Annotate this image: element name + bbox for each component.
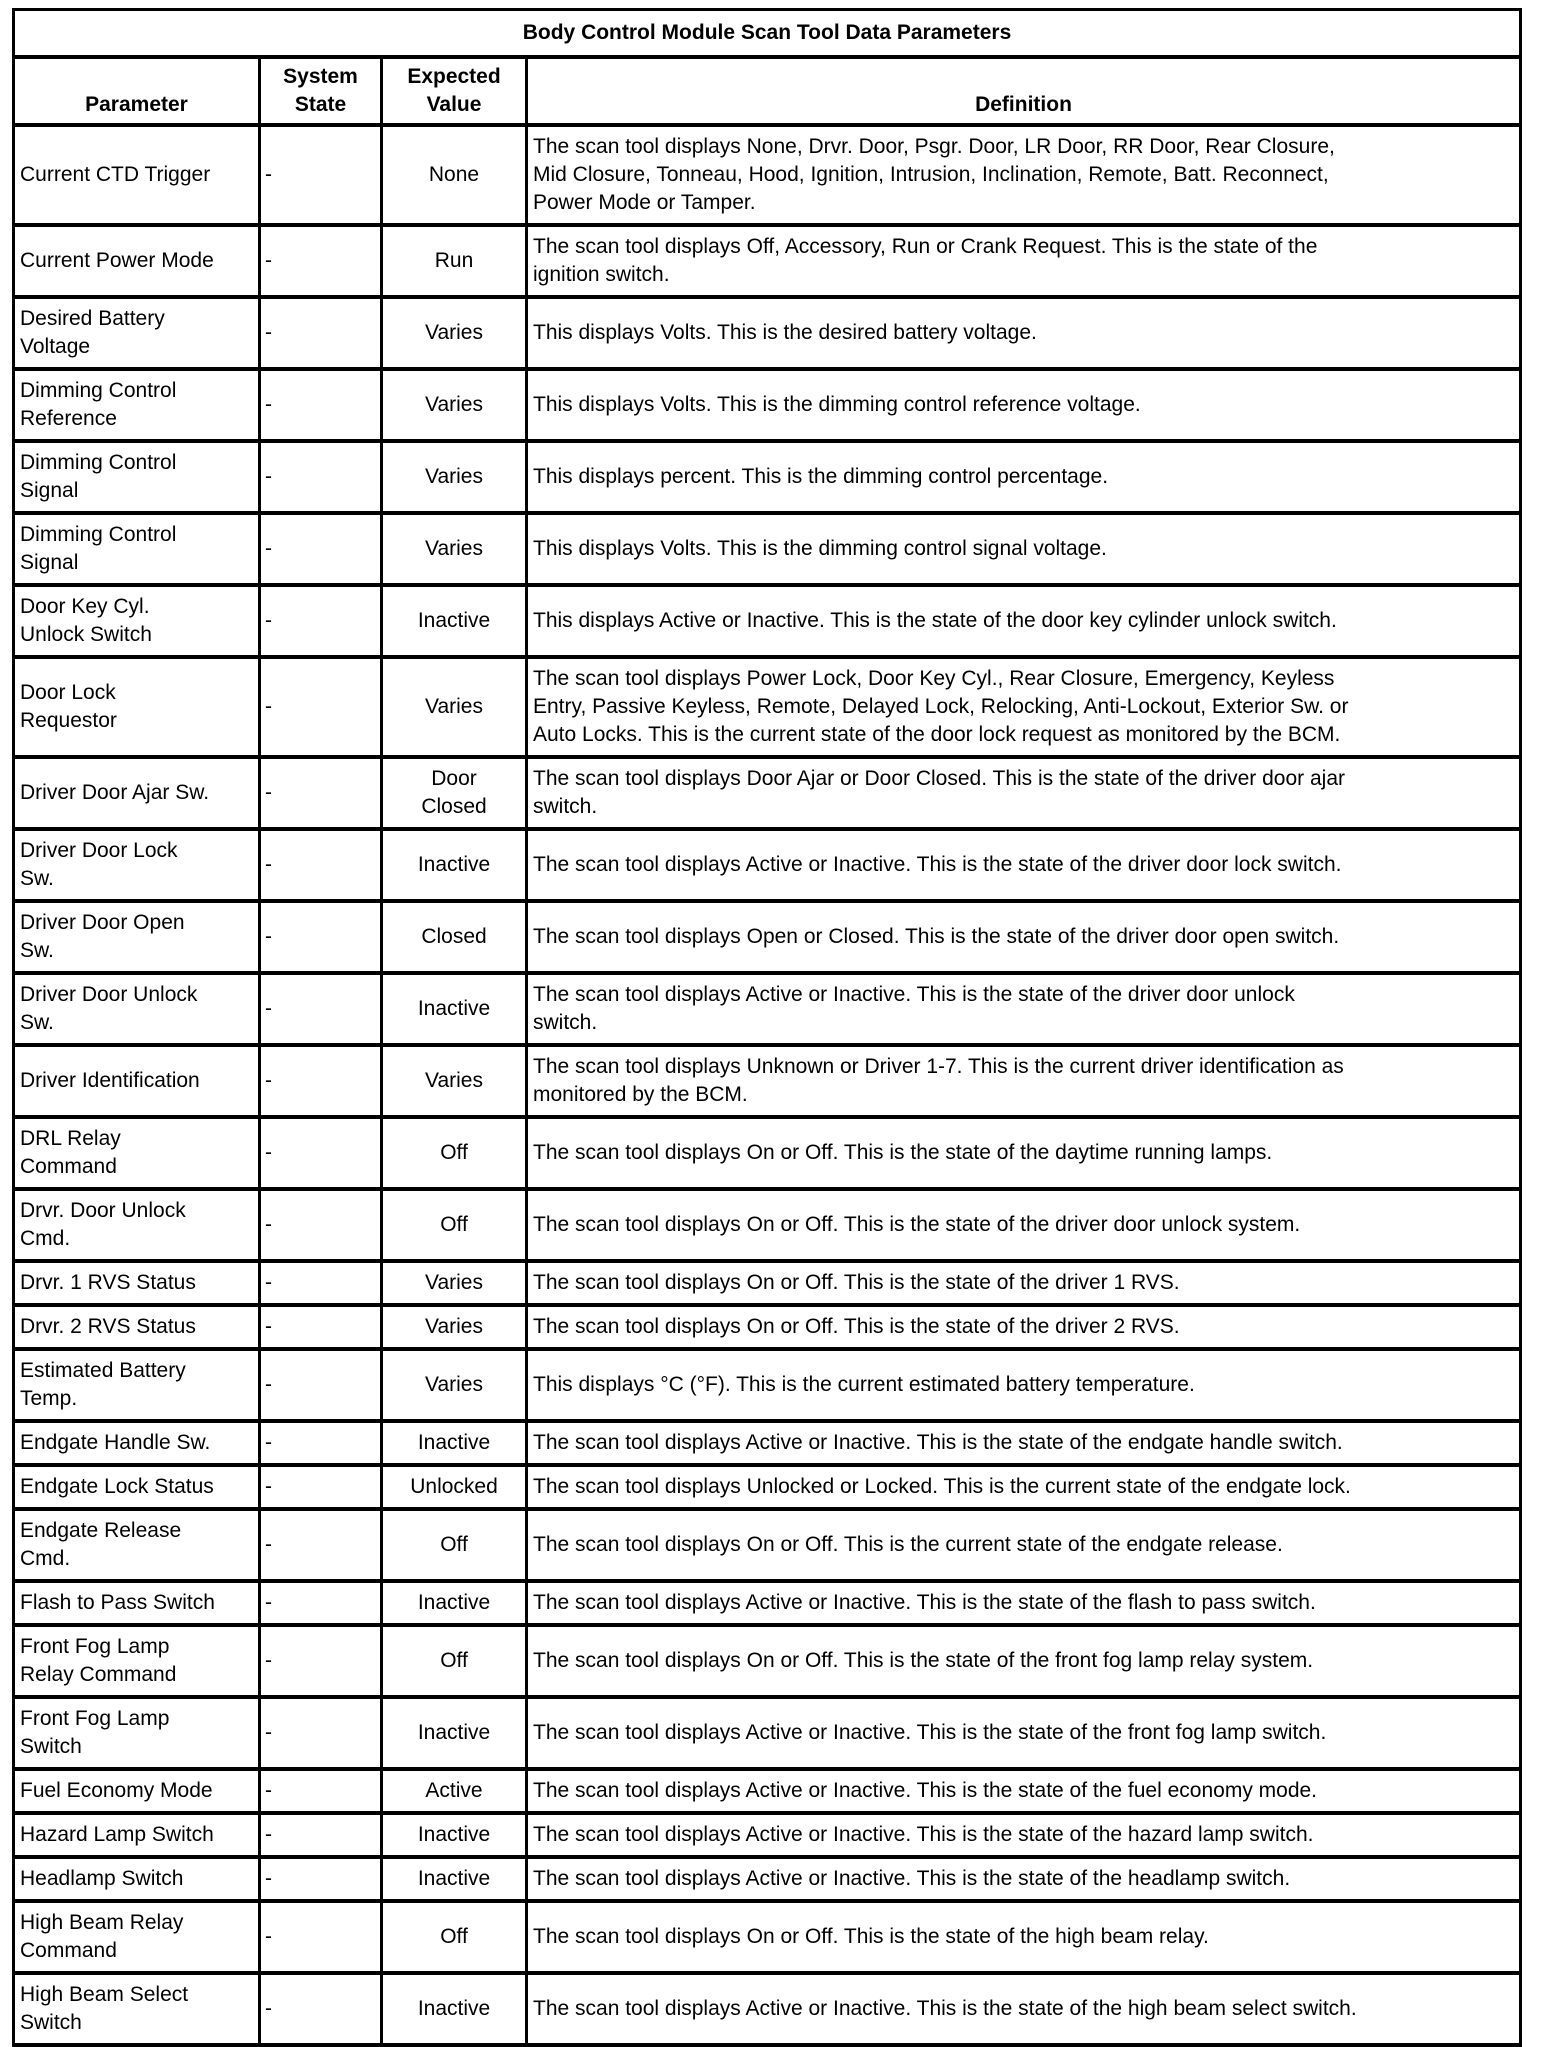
definition-cell: The scan tool displays Unlocked or Locked. This is the current state of the endgate lock. [527,1465,1521,1509]
expected-value-cell: Varies [382,1349,527,1421]
parameter-cell: Drvr. 2 RVS Status [14,1305,260,1349]
table-row [14,585,1521,657]
definition-cell: The scan tool displays Power Lock, Door Key Cyl., Rear Closure, Emergency, Keyless Entry, Passive Keyless, Remote, Delayed Lock, Relocking, Anti-Lockout, Exterior Sw. or Auto Locks. This is the current state of the door lock request as monitored by the BCM. [527,657,1521,757]
table-row [14,1509,1521,1581]
table-row [14,1349,1521,1421]
table-row [14,125,1521,225]
table-row [14,657,1521,757]
table-row [14,1697,1521,1769]
definition-cell: The scan tool displays Door Ajar or Door Closed. This is the state of the driver door ajar switch. [527,757,1521,829]
parameter-cell: Flash to Pass Switch [14,1581,260,1625]
definition-cell: The scan tool displays Active or Inactive. This is the state of the hazard lamp switch. [527,1813,1521,1857]
expected-value-cell: Closed [382,901,527,973]
table-row [14,1305,1521,1349]
expected-value-cell: Inactive [382,1813,527,1857]
parameter-cell: Fuel Economy Mode [14,1769,260,1813]
table-row [14,901,1521,973]
definition-cell: The scan tool displays Active or Inactive. This is the state of the front fog lamp switch. [527,1697,1521,1769]
parameter-cell: Hazard Lamp Switch [14,1813,260,1857]
definition-cell: This displays Volts. This is the dimming control reference voltage. [527,369,1521,441]
expected-value-cell: Door Closed [382,757,527,829]
expected-value-cell: None [382,125,527,225]
system-state-cell: - [260,1421,382,1465]
table-row [14,225,1521,297]
parameter-cell: Desired Battery Voltage [14,297,260,369]
system-state-cell: - [260,901,382,973]
expected-value-cell: Varies [382,297,527,369]
definition-cell: The scan tool displays Open or Closed. This is the state of the driver door open switch. [527,901,1521,973]
expected-value-cell: Varies [382,369,527,441]
system-state-cell: - [260,1769,382,1813]
system-state-cell: - [260,1305,382,1349]
system-state-cell: - [260,585,382,657]
parameter-cell: Headlamp Switch [14,1857,260,1901]
expected-value-cell: Active [382,1769,527,1813]
expected-value-cell: Inactive [382,973,527,1045]
expected-value-cell: Off [382,1901,527,1973]
table-row [14,1769,1521,1813]
expected-value-cell: Inactive [382,1697,527,1769]
parameter-cell: Front Fog Lamp Switch [14,1697,260,1769]
expected-value-cell: Inactive [382,1421,527,1465]
parameter-cell: Driver Door Unlock Sw. [14,973,260,1045]
parameter-cell: Current CTD Trigger [14,125,260,225]
expected-value-cell: Inactive [382,829,527,901]
parameter-cell: Dimming Control Reference [14,369,260,441]
table-row [14,1857,1521,1901]
table-row [14,297,1521,369]
table-row [14,369,1521,441]
expected-value-cell: Off [382,1625,527,1697]
table-row [14,441,1521,513]
definition-cell: The scan tool displays On or Off. This is the state of the driver 2 RVS. [527,1305,1521,1349]
definition-cell: The scan tool displays Active or Inactive. This is the state of the endgate handle switch. [527,1421,1521,1465]
system-state-cell: - [260,1117,382,1189]
definition-cell: This displays Volts. This is the dimming control signal voltage. [527,513,1521,585]
header-expected-value: Expected Value [382,57,527,125]
system-state-cell: - [260,973,382,1045]
definition-cell: The scan tool displays Active or Inactive. This is the state of the headlamp switch. [527,1857,1521,1901]
expected-value-cell: Varies [382,1305,527,1349]
header-system-state: System State [260,57,382,125]
system-state-cell: - [260,1349,382,1421]
parameter-cell: DRL Relay Command [14,1117,260,1189]
table-row [14,1581,1521,1625]
expected-value-cell: Off [382,1189,527,1261]
parameter-cell: Endgate Lock Status [14,1465,260,1509]
table-row [14,1901,1521,1973]
expected-value-cell: Off [382,1509,527,1581]
table-row [14,829,1521,901]
header-definition: Definition [527,57,1521,125]
system-state-cell: - [260,1857,382,1901]
table-row [14,1045,1521,1117]
definition-cell: The scan tool displays Unknown or Driver 1-7. This is the current driver identification as monitored by the BCM. [527,1045,1521,1117]
table-row [14,1625,1521,1697]
table-row [14,1973,1521,2045]
system-state-cell: - [260,1189,382,1261]
definition-cell: The scan tool displays Active or Inactive. This is the state of the driver door lock switch. [527,829,1521,901]
parameter-cell: Door Lock Requestor [14,657,260,757]
table-row [14,1465,1521,1509]
parameter-cell: Dimming Control Signal [14,513,260,585]
parameter-cell: Front Fog Lamp Relay Command [14,1625,260,1697]
expected-value-cell: Unlocked [382,1465,527,1509]
table-row [14,973,1521,1045]
parameter-cell: Endgate Release Cmd. [14,1509,260,1581]
system-state-cell: - [260,1697,382,1769]
definition-cell: The scan tool displays Active or Inactive. This is the state of the fuel economy mode. [527,1769,1521,1813]
system-state-cell: - [260,1045,382,1117]
system-state-cell: - [260,1901,382,1973]
expected-value-cell: Varies [382,657,527,757]
parameter-cell: Endgate Handle Sw. [14,1421,260,1465]
expected-value-cell: Inactive [382,1857,527,1901]
definition-cell: This displays Active or Inactive. This is the state of the door key cylinder unlock switch. [527,585,1521,657]
system-state-cell: - [260,1261,382,1305]
definition-cell: The scan tool displays On or Off. This is the state of the front fog lamp relay system. [527,1625,1521,1697]
expected-value-cell: Varies [382,1261,527,1305]
system-state-cell: - [260,1465,382,1509]
definition-cell: This displays °C (°F). This is the current estimated battery temperature. [527,1349,1521,1421]
definition-cell: The scan tool displays Active or Inactive. This is the state of the high beam select switch. [527,1973,1521,2045]
definition-cell: The scan tool displays On or Off. This is the state of the driver 1 RVS. [527,1261,1521,1305]
system-state-cell: - [260,297,382,369]
parameter-cell: Driver Door Open Sw. [14,901,260,973]
table-row [14,757,1521,829]
definition-cell: This displays Volts. This is the desired battery voltage. [527,297,1521,369]
expected-value-cell: Inactive [382,585,527,657]
parameter-cell: Door Key Cyl. Unlock Switch [14,585,260,657]
definition-cell: The scan tool displays On or Off. This is the state of the high beam relay. [527,1901,1521,1973]
expected-value-cell: Varies [382,441,527,513]
system-state-cell: - [260,513,382,585]
table-row [14,513,1521,585]
expected-value-cell: Off [382,1117,527,1189]
header-parameter: Parameter [14,57,260,125]
table-row [14,1261,1521,1305]
definition-cell: The scan tool displays None, Drvr. Door, Psgr. Door, LR Door, RR Door, Rear Closure, Mid Closure, Tonneau, Hood, Ignition, Intrusion, Inclination, Remote, Batt. Reconnect, Power Mode or Tamper. [527,125,1521,225]
parameter-cell: Estimated Battery Temp. [14,1349,260,1421]
definition-cell: The scan tool displays On or Off. This is the state of the daytime running lamps. [527,1117,1521,1189]
parameter-cell: Current Power Mode [14,225,260,297]
table-title: Body Control Module Scan Tool Data Parameters [14,10,1521,58]
system-state-cell: - [260,441,382,513]
expected-value-cell: Varies [382,1045,527,1117]
parameter-cell: Drvr. Door Unlock Cmd. [14,1189,260,1261]
definition-cell: The scan tool displays On or Off. This is the state of the driver door unlock system. [527,1189,1521,1261]
system-state-cell: - [260,1509,382,1581]
parameter-cell: High Beam Select Switch [14,1973,260,2045]
system-state-cell: - [260,369,382,441]
table-row [14,1117,1521,1189]
expected-value-cell: Inactive [382,1581,527,1625]
definition-cell: The scan tool displays On or Off. This is the current state of the endgate release. [527,1509,1521,1581]
system-state-cell: - [260,657,382,757]
parameter-cell: Drvr. 1 RVS Status [14,1261,260,1305]
definition-cell: This displays percent. This is the dimming control percentage. [527,441,1521,513]
scan-tool-data-table [12,8,1522,2047]
definition-cell: The scan tool displays Off, Accessory, Run or Crank Request. This is the state of the ignition switch. [527,225,1521,297]
parameter-cell: Driver Door Lock Sw. [14,829,260,901]
expected-value-cell: Inactive [382,1973,527,2045]
parameter-cell: Dimming Control Signal [14,441,260,513]
parameter-cell: Driver Door Ajar Sw. [14,757,260,829]
table-row [14,1813,1521,1857]
table-row [14,1421,1521,1465]
system-state-cell: - [260,225,382,297]
system-state-cell: - [260,1625,382,1697]
system-state-cell: - [260,1581,382,1625]
expected-value-cell: Run [382,225,527,297]
table-header-row [14,57,1521,125]
parameter-cell: High Beam Relay Command [14,1901,260,1973]
system-state-cell: - [260,757,382,829]
system-state-cell: - [260,829,382,901]
parameter-cell: Driver Identification [14,1045,260,1117]
table-title-row [14,10,1521,58]
system-state-cell: - [260,1973,382,2045]
table-body [14,125,1521,2045]
expected-value-cell: Varies [382,513,527,585]
table-row [14,1189,1521,1261]
system-state-cell: - [260,1813,382,1857]
system-state-cell: - [260,125,382,225]
definition-cell: The scan tool displays Active or Inactive. This is the state of the flash to pass switch. [527,1581,1521,1625]
definition-cell: The scan tool displays Active or Inactive. This is the state of the driver door unlock switch. [527,973,1521,1045]
